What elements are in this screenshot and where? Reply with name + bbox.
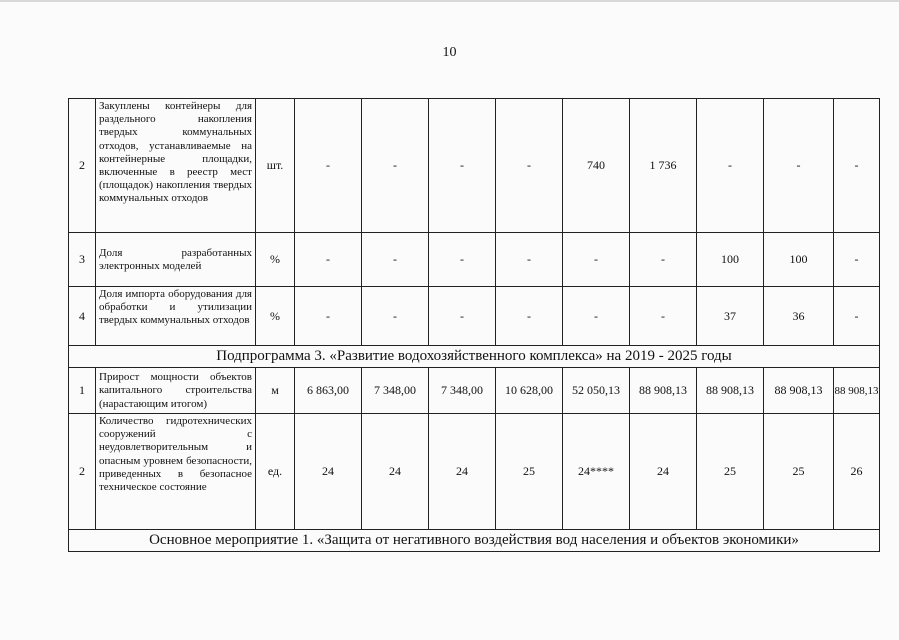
value-cell: - bbox=[362, 233, 429, 287]
unit-cell: ед. bbox=[256, 414, 295, 530]
value-cell: - bbox=[764, 99, 834, 233]
value-cell: - bbox=[630, 233, 697, 287]
unit-cell: % bbox=[256, 233, 295, 287]
row-number: 1 bbox=[69, 368, 96, 414]
value-cell: 24 bbox=[630, 414, 697, 530]
page-top-edge bbox=[0, 0, 899, 2]
value-cell: 25 bbox=[764, 414, 834, 530]
indicator-name: Закуплены контейнеры для раздельного накопления твердых коммунальных отходов, устанавливаемые на контейнерные площадки, включенные в реестр мест (площадок) накопления твердых коммунальных отходов bbox=[96, 99, 256, 233]
main-event-1-title: Основное мероприятие 1. «Защита от негативного воздействия вод населения и объектов экономики» bbox=[69, 530, 880, 552]
value-cell: 24 bbox=[429, 414, 496, 530]
subprogram-3-title: Подпрограмма 3. «Развитие водохозяйственного комплекса» на 2019 - 2025 годы bbox=[69, 346, 880, 368]
value-cell: - bbox=[834, 99, 880, 233]
value-cell: - bbox=[697, 99, 764, 233]
table-row bbox=[69, 287, 880, 346]
indicator-name: Доля разработанных электронных моделей bbox=[96, 233, 256, 287]
value-cell: - bbox=[630, 287, 697, 346]
indicator-name: Количество гидротехнических сооружений с неудовлетворительным и опасным уровнем безопасности, приведенных в безопасное техническое состояние bbox=[96, 414, 256, 530]
table-row bbox=[69, 233, 880, 287]
value-cell: 740 bbox=[563, 99, 630, 233]
value-cell: - bbox=[496, 287, 563, 346]
row-number: 2 bbox=[69, 414, 96, 530]
value-cell: - bbox=[563, 287, 630, 346]
value-cell: 52 050,13 bbox=[563, 368, 630, 414]
table-row bbox=[69, 414, 880, 530]
value-cell: - bbox=[429, 99, 496, 233]
value-cell: - bbox=[429, 287, 496, 346]
value-cell: 36 bbox=[764, 287, 834, 346]
page-number: 10 bbox=[442, 45, 457, 60]
value-cell: - bbox=[496, 99, 563, 233]
unit-cell: м bbox=[256, 368, 295, 414]
value-cell: - bbox=[362, 99, 429, 233]
value-cell: - bbox=[496, 233, 563, 287]
indicators-table bbox=[68, 98, 880, 552]
value-cell: 6 863,00 bbox=[295, 368, 362, 414]
value-cell: 7 348,00 bbox=[362, 368, 429, 414]
value-cell: - bbox=[295, 287, 362, 346]
value-cell: - bbox=[362, 287, 429, 346]
value-cell: 25 bbox=[496, 414, 563, 530]
value-cell: 24**** bbox=[563, 414, 630, 530]
value-cell: 24 bbox=[362, 414, 429, 530]
indicator-name: Прирост мощности объектов капитального строительства (нарастающим итогом) bbox=[96, 368, 256, 414]
value-cell: 88 908,13 bbox=[697, 368, 764, 414]
value-cell: - bbox=[295, 99, 362, 233]
section-header-row bbox=[69, 346, 880, 368]
table-row bbox=[69, 368, 880, 414]
row-number: 2 bbox=[69, 99, 96, 233]
row-number: 4 bbox=[69, 287, 96, 346]
value-cell: 10 628,00 bbox=[496, 368, 563, 414]
section-header-row bbox=[69, 530, 880, 552]
value-cell: 26 bbox=[834, 414, 880, 530]
table-row bbox=[69, 99, 880, 233]
value-cell: 25 bbox=[697, 414, 764, 530]
unit-cell: шт. bbox=[256, 99, 295, 233]
row-number: 3 bbox=[69, 233, 96, 287]
value-cell: - bbox=[429, 233, 496, 287]
value-cell: 100 bbox=[764, 233, 834, 287]
value-cell: 88 908,13 bbox=[630, 368, 697, 414]
value-cell: - bbox=[563, 233, 630, 287]
indicator-name: Доля импорта оборудования для обработки и утилизации твердых коммунальных отходов bbox=[96, 287, 256, 346]
value-cell: 7 348,00 bbox=[429, 368, 496, 414]
value-cell: - bbox=[295, 233, 362, 287]
value-cell: 37 bbox=[697, 287, 764, 346]
unit-cell: % bbox=[256, 287, 295, 346]
value-cell: - bbox=[834, 233, 880, 287]
value-cell: 100 bbox=[697, 233, 764, 287]
value-cell: 24 bbox=[295, 414, 362, 530]
value-cell: - bbox=[834, 287, 880, 346]
value-cell: 88 908,13 bbox=[834, 368, 880, 414]
value-cell: 88 908,13 bbox=[764, 368, 834, 414]
value-cell: 1 736 bbox=[630, 99, 697, 233]
